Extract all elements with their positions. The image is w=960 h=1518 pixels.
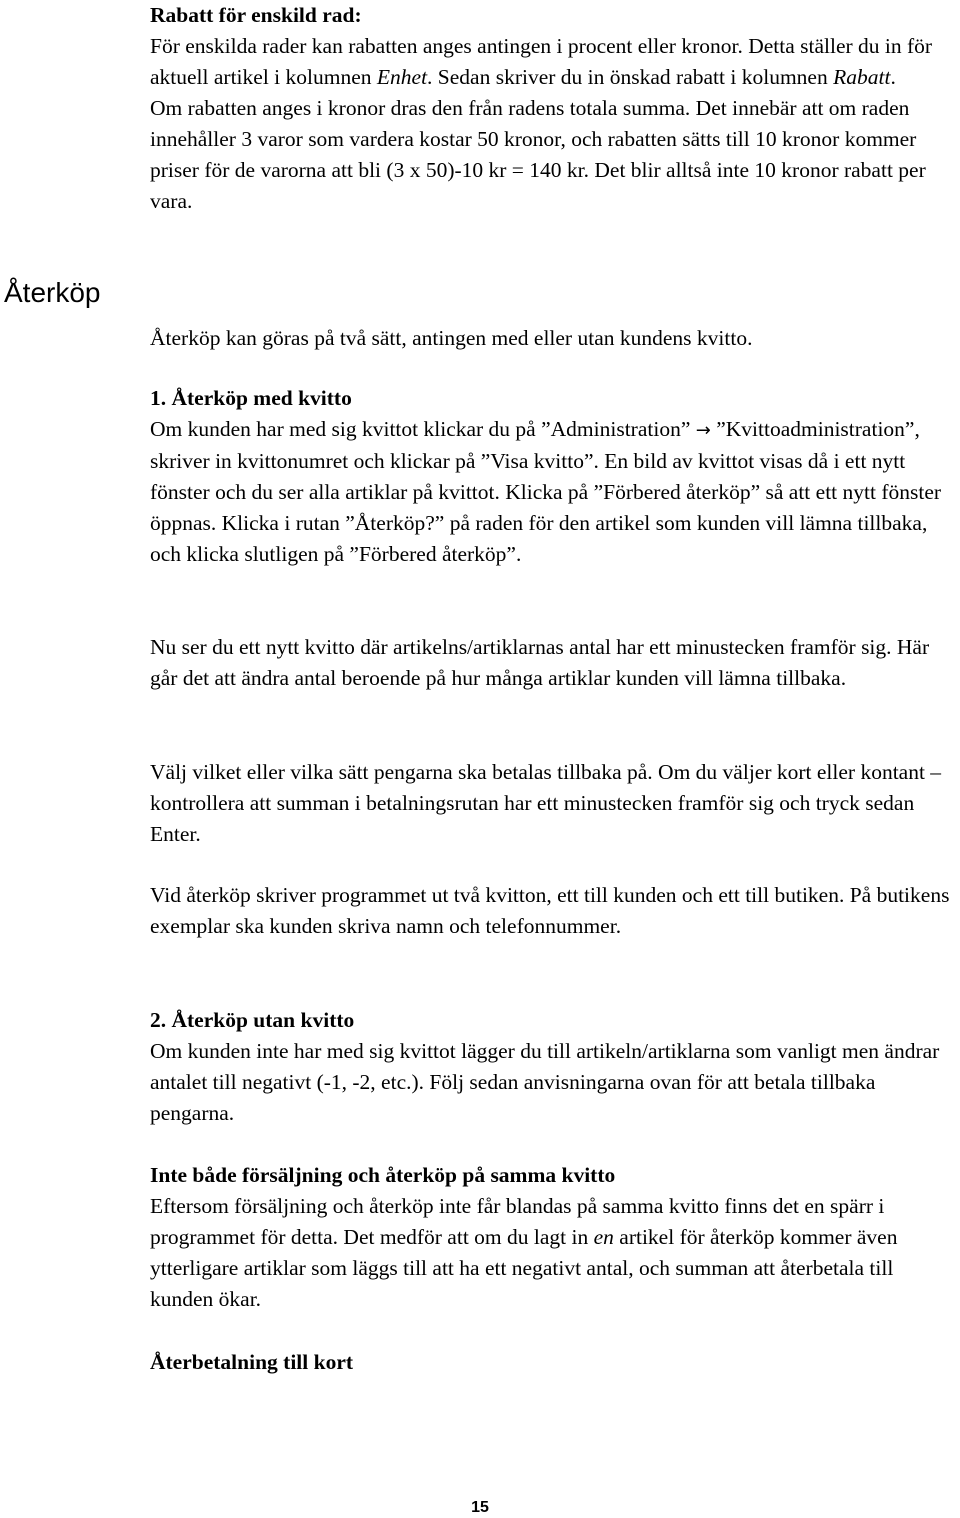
- med-kvitto-text-b: ”Kvittoadministration”, skriver in kvittonumret och klickar på ”Visa kvitto”. En bild av kvittot visas då i ett nytt fönster och du ser alla artiklar på kvittot. Klicka på ”Förbered återköp” så att ett nytt fönster öppnas. Klicka i rutan ”Återköp?” på raden för den artikel som kunden vill lämna tillbaka, och klicka slutligen på ”Förbered återköp”.: [150, 417, 942, 566]
- inte-bade-text-b: artikel för återköp kommer även ytterligare artiklar som läggs till att ha ett negativt antal, och summan att återbetala till kunden ökar.: [150, 1225, 898, 1311]
- inte-bade-text-a: Eftersom försäljning och återköp inte får blandas på samma kvitto finns det en spärr i programmet för detta. Det medför att om du lagt in: [150, 1194, 885, 1249]
- med-kvitto-paragraph-4: Vid återköp skriver programmet ut två kvitton, ett till kunden och ett till butiken. På butikens exemplar ska kunden skriva namn och telefonnummer.: [150, 883, 950, 938]
- inte-bade-paragraph: [150, 1191, 956, 1315]
- med-kvitto-text-a: Om kunden har med sig kvittot klickar du på ”Administration”: [150, 417, 696, 441]
- rabatt-line-1: För enskilda rader kan rabatten anges antingen i procent eller kronor.: [150, 34, 743, 58]
- rabatt-section: [150, 0, 956, 217]
- page-number: 15: [471, 1499, 489, 1516]
- rabatt-line-2a: Detta ställer du in för aktuell artikel i kolumnen: [150, 34, 933, 89]
- med-kvitto-section: [150, 383, 956, 570]
- aterkop-intro: Återköp kan göras på två sätt, antingen med eller utan kundens kvitto.: [150, 326, 753, 350]
- utan-kvitto-paragraph: Om kunden inte har med sig kvittot lägger du till artikeln/artiklarna som vanligt men ändrar antalet till negativt (-1, -2, etc.). Följ sedan anvisningarna ovan för att betala tillbaka pengarna.: [150, 1039, 940, 1125]
- inte-bade-section: [150, 1160, 956, 1315]
- med-kvitto-paragraph-3: Välj vilket eller vilka sätt pengarna ska betalas tillbaka på. Om du väljer kort eller kontant – kontrollera att summan i betalningsrutan har ett minustecken framför sig och tryck sedan Enter.: [150, 760, 942, 846]
- utan-kvitto-heading: 2. Återköp utan kvitto: [150, 1008, 355, 1032]
- rabatt-paragraph-1: [150, 31, 956, 93]
- rabatt-enhet-term: Enhet: [376, 65, 428, 89]
- inte-bade-en-term: en: [593, 1225, 614, 1249]
- aterbetalning-heading: Återbetalning till kort: [150, 1350, 354, 1374]
- rabatt-paragraph-2: Om rabatten anges i kronor dras den från radens totala summa. Det innebär att om raden innehåller 3 varor som vardera kostar 50 kronor, och rabatten sätts till 10 kronor kommer priser för de varorna att bli (3 x 50)-10 kr = 140 kr. Det blir alltså inte 10 kronor rabatt per vara.: [150, 96, 926, 213]
- arrow-right-icon: →: [695, 420, 711, 441]
- section-title-aterkop: Återköp: [4, 277, 101, 308]
- inte-bade-heading: Inte både försäljning och återköp på samma kvitto: [150, 1163, 616, 1187]
- rabatt-heading: Rabatt för enskild rad:: [150, 3, 362, 27]
- med-kvitto-heading: 1. Återköp med kvitto: [150, 386, 352, 410]
- rabatt-rabatt-term: Rabatt: [833, 65, 891, 89]
- utan-kvitto-section: [150, 1005, 956, 1129]
- med-kvitto-paragraph-2: Nu ser du ett nytt kvitto där artikelns/artiklarnas antal har ett minustecken framför sig. Här går det att ändra antal beroende på hur många artiklar kunden vill lämna tillbaka.: [150, 635, 930, 690]
- rabatt-line-2c: .: [890, 65, 896, 89]
- med-kvitto-paragraph-1: [150, 414, 956, 570]
- rabatt-line-2b: . Sedan skriver du in önskad rabatt i kolumnen: [427, 65, 834, 89]
